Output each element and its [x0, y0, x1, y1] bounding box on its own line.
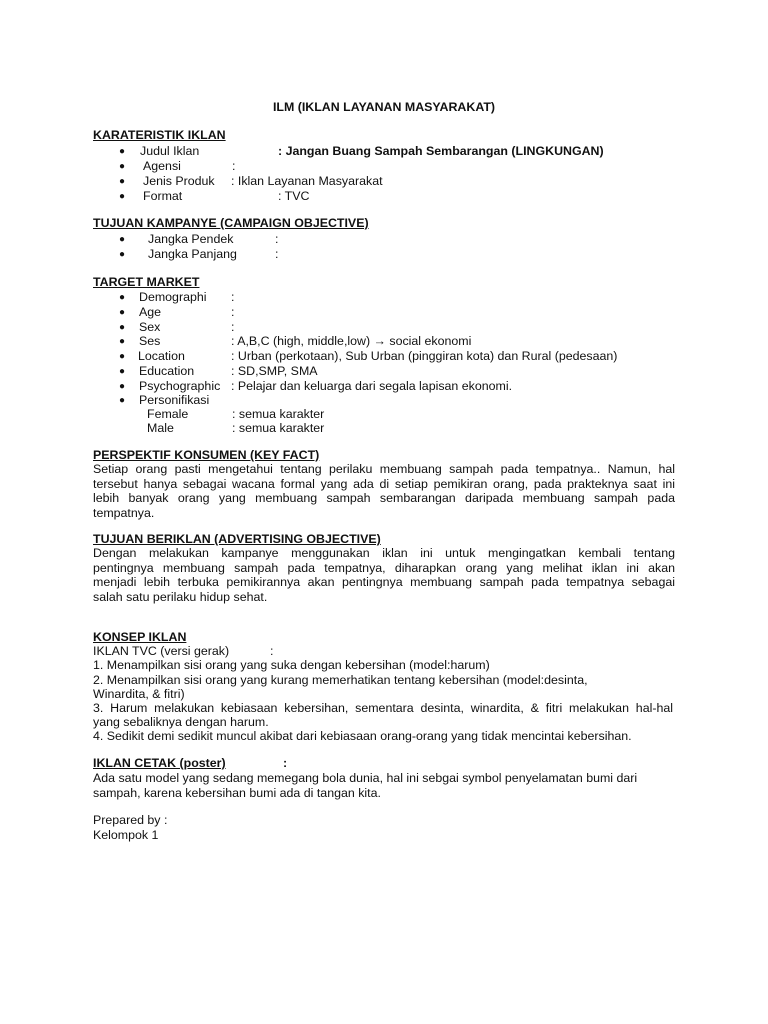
paragraph-line: tempatnya. [93, 506, 155, 521]
cetak-line: sampah, karena kebersihan bumi ada di tangan kita. [93, 786, 381, 800]
paragraph-line: Setiap orang pasti mengetahui tentang perilaku membuang sampah pada tempatnya.. Namun, hal [93, 462, 675, 476]
group-name: Kelompok 1 [93, 828, 159, 842]
bullet-icon: ● [119, 351, 126, 362]
konsep-subheading-colon: : [270, 644, 274, 658]
konsep-line: 1. Menampilkan sisi orang yang suka dengan kebersihan (model:harum) [93, 658, 490, 672]
paragraph-line: lebih banyak orang yang membuang sampah sembarangan daripada membuang sampah pada [93, 491, 675, 506]
item-label: Jenis Produk [143, 174, 215, 188]
tujuan-beriklan-heading: TUJUAN BERIKLAN (ADVERTISING OBJECTIVE) [93, 532, 381, 546]
bullet-icon: ● [119, 176, 126, 187]
bullet-icon: ● [119, 146, 126, 157]
bullet-icon: ● [119, 366, 126, 377]
item-value: : Iklan Layanan Masyarakat [231, 174, 383, 188]
item-label: Ses [139, 334, 161, 348]
paragraph-line: salah satu perilaku hidup sehat. [93, 590, 268, 605]
item-value: : TVC [278, 189, 310, 203]
bullet-icon: ● [119, 249, 126, 260]
bullet-icon: ● [119, 307, 126, 318]
konsep-line: 4. Sedikit demi sedikit muncul akibat dari kebiasaan orang-orang yang tidak mencintai kebersihan. [93, 729, 632, 743]
item-value: : A,B,C (high, middle,low) → social ekonomi [231, 334, 472, 348]
item-label: Agensi [143, 159, 181, 173]
perspektif-heading: PERSPEKTIF KONSUMEN (KEY FACT) [93, 448, 320, 462]
cetak-heading: IKLAN CETAK (poster) [93, 756, 226, 770]
item-label: Psychographic [139, 379, 221, 393]
konsep-line [93, 701, 673, 716]
konsep-line: Winardita, & fitri) [93, 687, 185, 701]
item-label: Jangka Panjang [148, 247, 237, 261]
paragraph-line: Dengan melakukan kampanye menggunakan iklan ini untuk mengingatkan kembali tentang [93, 546, 675, 560]
konsep-subheading: IKLAN TVC (versi gerak) [93, 644, 230, 658]
item-value: : [231, 320, 235, 334]
item-label: Jangka Pendek [148, 232, 234, 246]
paragraph-line: 3. Harum melakukan kebiasaan kebersihan, sementara desinta, winardita, & fitri melakukan hal-hal [93, 701, 673, 715]
item-label: Male [147, 421, 174, 435]
konsep-heading: KONSEP IKLAN [93, 630, 187, 644]
karakteristik-heading: KARATERISTIK IKLAN [93, 128, 226, 142]
bullet-icon: ● [119, 292, 126, 303]
cetak-colon: : [283, 756, 288, 770]
item-value: : SD,SMP, SMA [231, 364, 318, 378]
bullet-icon: ● [119, 322, 126, 333]
bullet-icon: ● [119, 395, 126, 406]
paragraph-line: menjadi lebih terbuka pemikirannya akan pentingnya membuang sampah pada tempatnya sebagai [93, 575, 675, 590]
bullet-icon: ● [119, 191, 126, 202]
item-label: Location [138, 349, 185, 363]
paragraph-line: pentingnya membuang sampah pada tempatnya, diharapkan orang yang melihat iklan ini akan [93, 560, 675, 575]
target-market-heading: TARGET MARKET [93, 275, 200, 289]
item-value: : semua karakter [232, 407, 325, 421]
item-value: : [231, 305, 235, 319]
tujuan-kampanye-heading: TUJUAN KAMPANYE (CAMPAIGN OBJECTIVE) [93, 216, 369, 230]
bullet-icon: ● [119, 161, 126, 172]
konsep-line: yang sebaliknya dengan harum. [93, 715, 269, 729]
cetak-line: Ada satu model yang sedang memegang bola dunia, hal ini sebgai symbol penyelamatan bumi dari [93, 771, 638, 785]
item-label: Female [147, 407, 189, 421]
paragraph-line: tersebut hanya sebagai wacana formal yang ada di setiap pemikiran orang, pada prakteknya saat ini [93, 476, 675, 491]
item-label: Education [139, 364, 195, 378]
tujuan-beriklan-paragraph [93, 546, 675, 605]
item-label: Judul Iklan [140, 144, 200, 158]
item-value: : Jangan Buang Sampah Sembarangan (LINGKUNGAN) [278, 144, 604, 158]
item-value: : [232, 159, 236, 173]
item-value: : [231, 290, 235, 304]
item-value: : semua karakter [232, 421, 325, 435]
bullet-icon: ● [119, 381, 126, 392]
bullet-icon: ● [119, 336, 126, 347]
bullet-icon: ● [119, 234, 126, 245]
item-value: : [275, 232, 279, 246]
konsep-line: 2. Menampilkan sisi orang yang kurang memerhatikan tentang kebersihan (model:desinta, [93, 673, 588, 687]
item-value: : [275, 247, 279, 261]
item-label: Sex [139, 320, 161, 334]
item-value: : Urban (perkotaan), Sub Urban (pinggiran kota) dan Rural (pedesaan) [231, 349, 618, 363]
prepared-by: Prepared by : [93, 813, 168, 827]
item-value: : Pelajar dan keluarga dari segala lapisan ekonomi. [231, 379, 513, 393]
item-label: Personifikasi [139, 393, 210, 407]
item-label: Age [139, 305, 162, 319]
item-label: Demographi [139, 290, 207, 304]
item-label: Format [143, 189, 183, 203]
document-title: ILM (IKLAN LAYANAN MASYARAKAT) [272, 100, 496, 114]
perspektif-paragraph [93, 462, 675, 521]
